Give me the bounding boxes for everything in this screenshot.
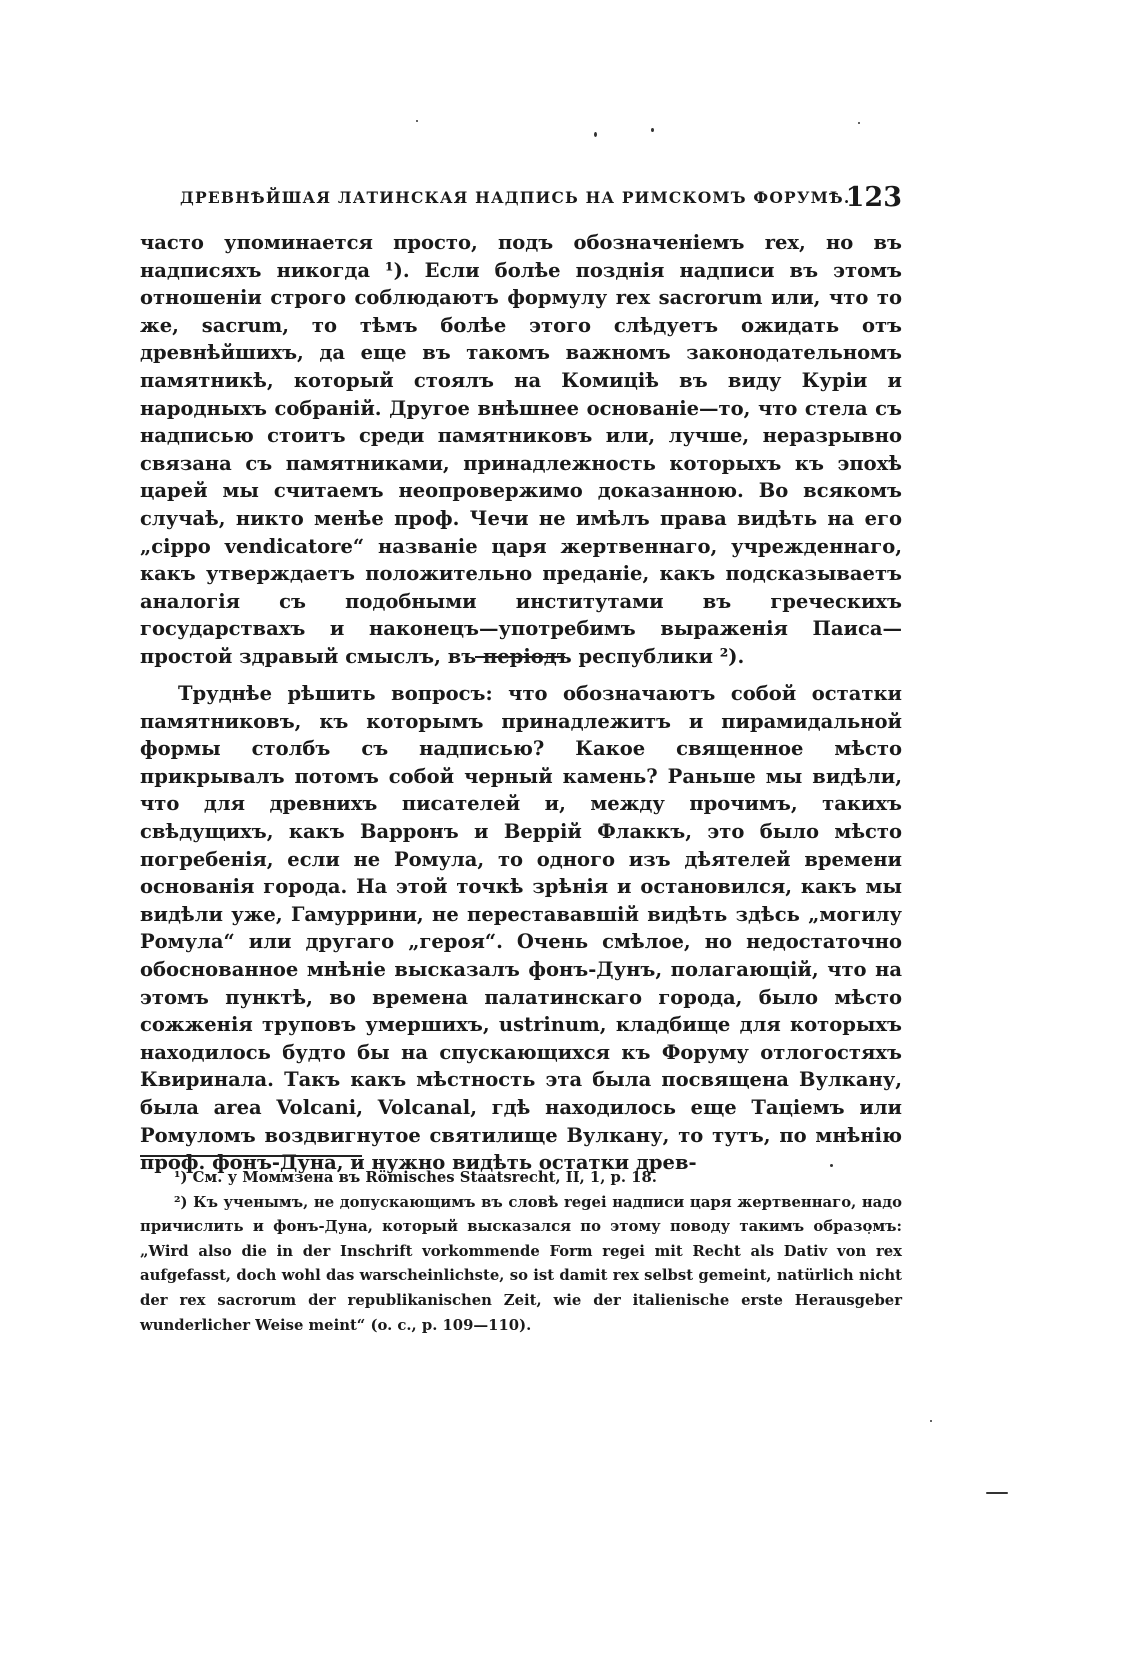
scan-speck (858, 122, 860, 124)
header-title: ДРЕВНѢЙШАЯ ЛАТИНСКАЯ НАДПИСЬ НА РИМСКОМЪ ФОРУМѢ. (180, 188, 851, 207)
paragraph-continued: часто упоминается просто, подъ обозначеніемъ rex, но въ надписяхъ никогда ¹). Если болѣе позднія надписи въ этомъ отношеніи строго соблюдаютъ формулу rex sacrorum или, что то же, sacrum, то тѣмъ болѣе этого слѣдуетъ ожидать отъ древнѣйшихъ, да еще въ такомъ важномъ законодательномъ памятникѣ, который стоялъ на Комиціѣ въ виду Куріи и народныхъ собраній. Другое внѣшнее основаніе—то, что стела съ надписью стоитъ среди памятниковъ или, лучше, неразрывно связана съ памятниками, принадлежность которыхъ къ эпохѣ царей мы считаемъ неопровержимо доказанною. Во всякомъ случаѣ, никто менѣе проф. Чечи не имѣлъ права видѣть на его „cippo vendicatore“ названіе царя жертвеннаго, учрежденнаго, какъ утверждаетъ положительно преданіе, какъ подсказываетъ аналогія съ подобными институтами въ греческихъ государствахъ и наконецъ—употребимъ выраженія Паиса—простой здравый смыслъ, въ періодъ республики ²). (140, 231, 902, 668)
footnote-divider (140, 1155, 362, 1157)
paragraph-main: Труднѣе рѣшить вопросъ: что обозначаютъ собой остатки памятниковъ, къ которымъ принадлежитъ и пирамидальной формы столбъ съ надписью? Какое священное мѣсто прикрывалъ потомъ собой черный камень? Раньше мы видѣли, что для древнихъ писателей и, между прочимъ, такихъ свѣдущихъ, какъ Варронъ и Веррій Флаккъ, это было мѣсто погребенія, если не Ромула, то одного изъ дѣятелей времени основанія города. На этой точкѣ зрѣнія и остановился, какъ мы видѣли уже, Гамуррини, не перестававшій видѣть здѣсь „могилу Ромула“ или другаго „героя“. Очень смѣлое, но недостаточно обоснованное мнѣніе высказалъ фонъ-Дунъ, полагающій, что на этомъ пунктѣ, во времена палатинскаго города, было мѣсто сожженія труповъ умершихъ, ustrinum, кладбище для которыхъ находилось будто бы на спускающихся къ Форуму отлогостяхъ Квиринала. Такъ какъ мѣстность эта была посвящена Вулкану, была area Volcani, Volcanal, гдѣ находилось еще Таціемъ или Ромуломъ воздвигнутое святилище Вулкану, то тутъ, по мнѣнію проф. фонъ-Дуна, и нужно видѣть остатки древ- (140, 682, 902, 1175)
scan-speck (594, 132, 597, 137)
footnotes (140, 1166, 902, 1338)
scan-speck (930, 1420, 932, 1422)
running-header (180, 182, 920, 212)
page-number: 123 (845, 182, 902, 213)
scan-speck (986, 1492, 1008, 1494)
footnote-2: ²) Къ ученымъ, не допускающимъ въ словѣ regei надписи царя жертвеннаго, надо причислить и фонъ-Дуна, который высказался по этому поводу такимъ образомъ: „Wird also die in der Inschrift vorkommende Form regei mit Recht als Dativ von rex aufgefasst, doch wohl das warscheinlichste, so ist damit rex selbst gemeint, natürlich nicht der rex sacrorum der republikanischen Zeit, wie der italienische erste Herausgeber wunderlicher Weise meint“ (o. c., p. 109—110). (140, 1193, 902, 1334)
scan-speck (416, 120, 418, 122)
scan-speck (651, 128, 654, 132)
footnote-1: ¹) См. у Моммзена въ Römisches Staatsrecht, II, 1, p. 18. (174, 1169, 657, 1186)
section-divider (475, 656, 565, 658)
